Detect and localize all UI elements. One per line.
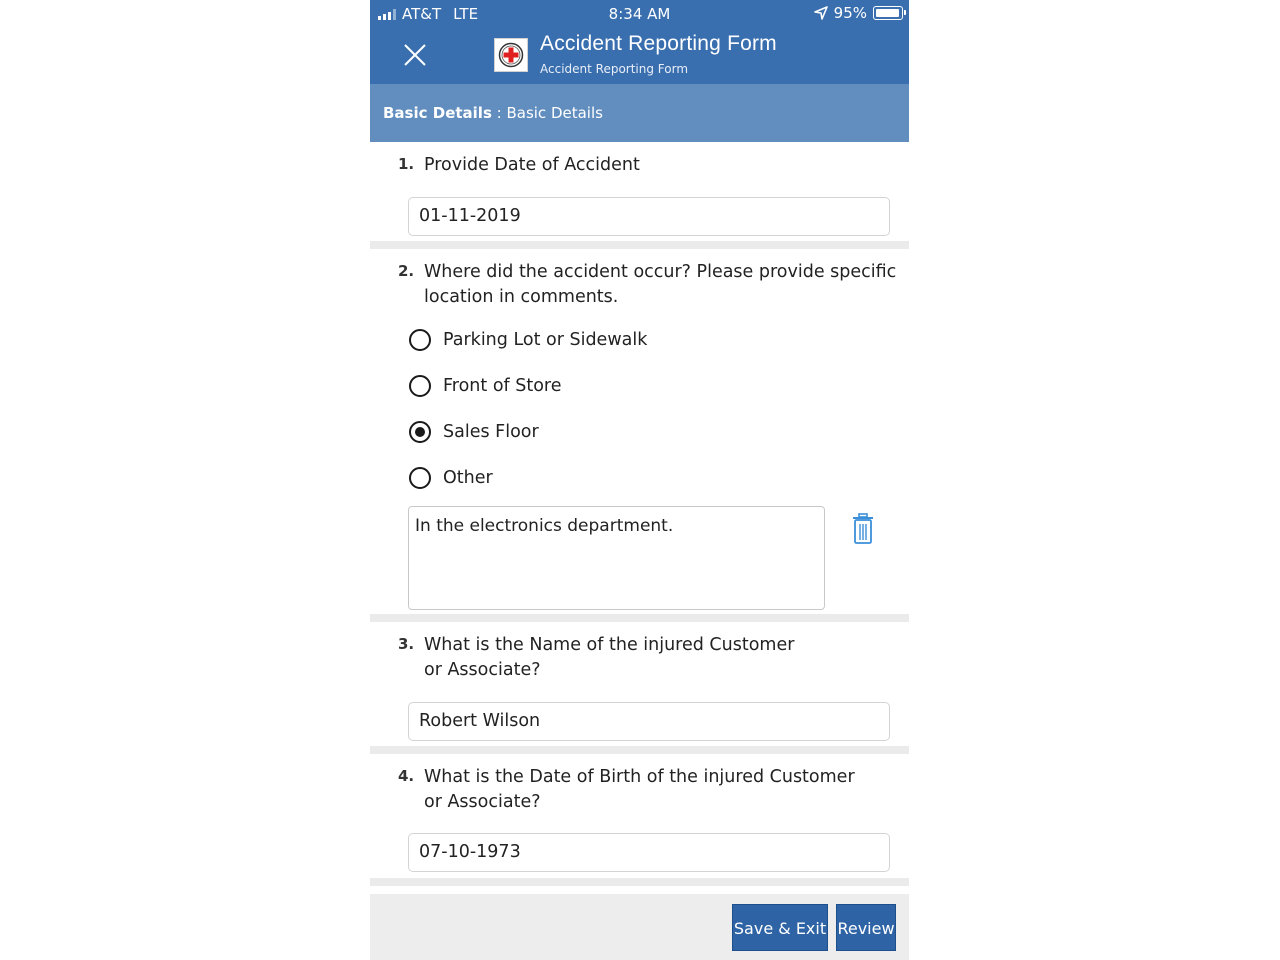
question-1-number: 1.: [398, 155, 415, 173]
comment-textarea[interactable]: In the electronics department.: [408, 506, 825, 610]
radio-option-front-of-store[interactable]: [409, 373, 562, 399]
footer-bar: [370, 894, 909, 960]
review-button[interactable]: Review: [836, 904, 896, 951]
form-title: Accident Reporting Form: [540, 32, 777, 55]
accident-date-field[interactable]: 01-11-2019: [408, 197, 890, 236]
question-2-number: 2.: [398, 262, 415, 280]
question-3-line2: or Associate?: [424, 660, 541, 680]
question-4-text: [424, 765, 855, 815]
section-name: Basic Details: [383, 104, 492, 122]
radio-label: Front of Store: [443, 376, 562, 396]
close-icon[interactable]: [400, 40, 430, 70]
question-1-text: Provide Date of Accident: [424, 155, 640, 175]
app-header: [370, 0, 909, 84]
question-2-text: [424, 260, 896, 310]
question-4-line1: What is the Date of Birth of the injured Customer: [424, 767, 855, 787]
divider: [370, 614, 909, 622]
form-subtitle: Accident Reporting Form: [540, 62, 689, 76]
phone-screen: [370, 0, 909, 960]
section-header: [370, 84, 909, 142]
section-separator: :: [491, 104, 507, 122]
question-4-line2: or Associate?: [424, 792, 541, 812]
radio-button[interactable]: [409, 375, 431, 397]
radio-option-parking-lot[interactable]: [409, 327, 647, 353]
trash-icon[interactable]: [852, 513, 874, 545]
battery-icon: [873, 6, 903, 20]
location-arrow-icon: [814, 6, 828, 20]
radio-option-other[interactable]: [409, 465, 493, 491]
question-2-line1: Where did the accident occur? Please provide specific: [424, 262, 897, 282]
question-3-line1: What is the Name of the injured Customer: [424, 635, 795, 655]
divider: [370, 878, 909, 886]
radio-button-selected[interactable]: [409, 421, 431, 443]
network-label: LTE: [453, 5, 479, 23]
red-cross-icon: [494, 38, 528, 72]
status-time: 8:34 AM: [608, 5, 671, 23]
question-4-number: 4.: [398, 767, 415, 785]
radio-option-sales-floor[interactable]: [409, 419, 539, 445]
save-exit-button[interactable]: Save & Exit: [732, 904, 828, 951]
radio-label: Sales Floor: [443, 422, 539, 442]
battery-percent: 95%: [833, 4, 867, 22]
section-breadcrumb: [383, 104, 603, 122]
question-3-text: [424, 633, 794, 683]
radio-label: Parking Lot or Sidewalk: [443, 330, 648, 350]
status-bar: [370, 0, 909, 28]
date-of-birth-field[interactable]: 07-10-1973: [408, 833, 890, 872]
section-detail: Basic Details: [506, 104, 603, 122]
divider: [370, 746, 909, 754]
injured-name-field[interactable]: Robert Wilson: [408, 702, 890, 741]
radio-button[interactable]: [409, 329, 431, 351]
question-3-number: 3.: [398, 635, 415, 653]
carrier-label: AT&T: [402, 5, 442, 23]
radio-button[interactable]: [409, 467, 431, 489]
divider: [370, 241, 909, 249]
radio-label: Other: [443, 468, 493, 488]
question-2-line2: location in comments.: [424, 287, 619, 307]
status-right: [814, 4, 903, 22]
